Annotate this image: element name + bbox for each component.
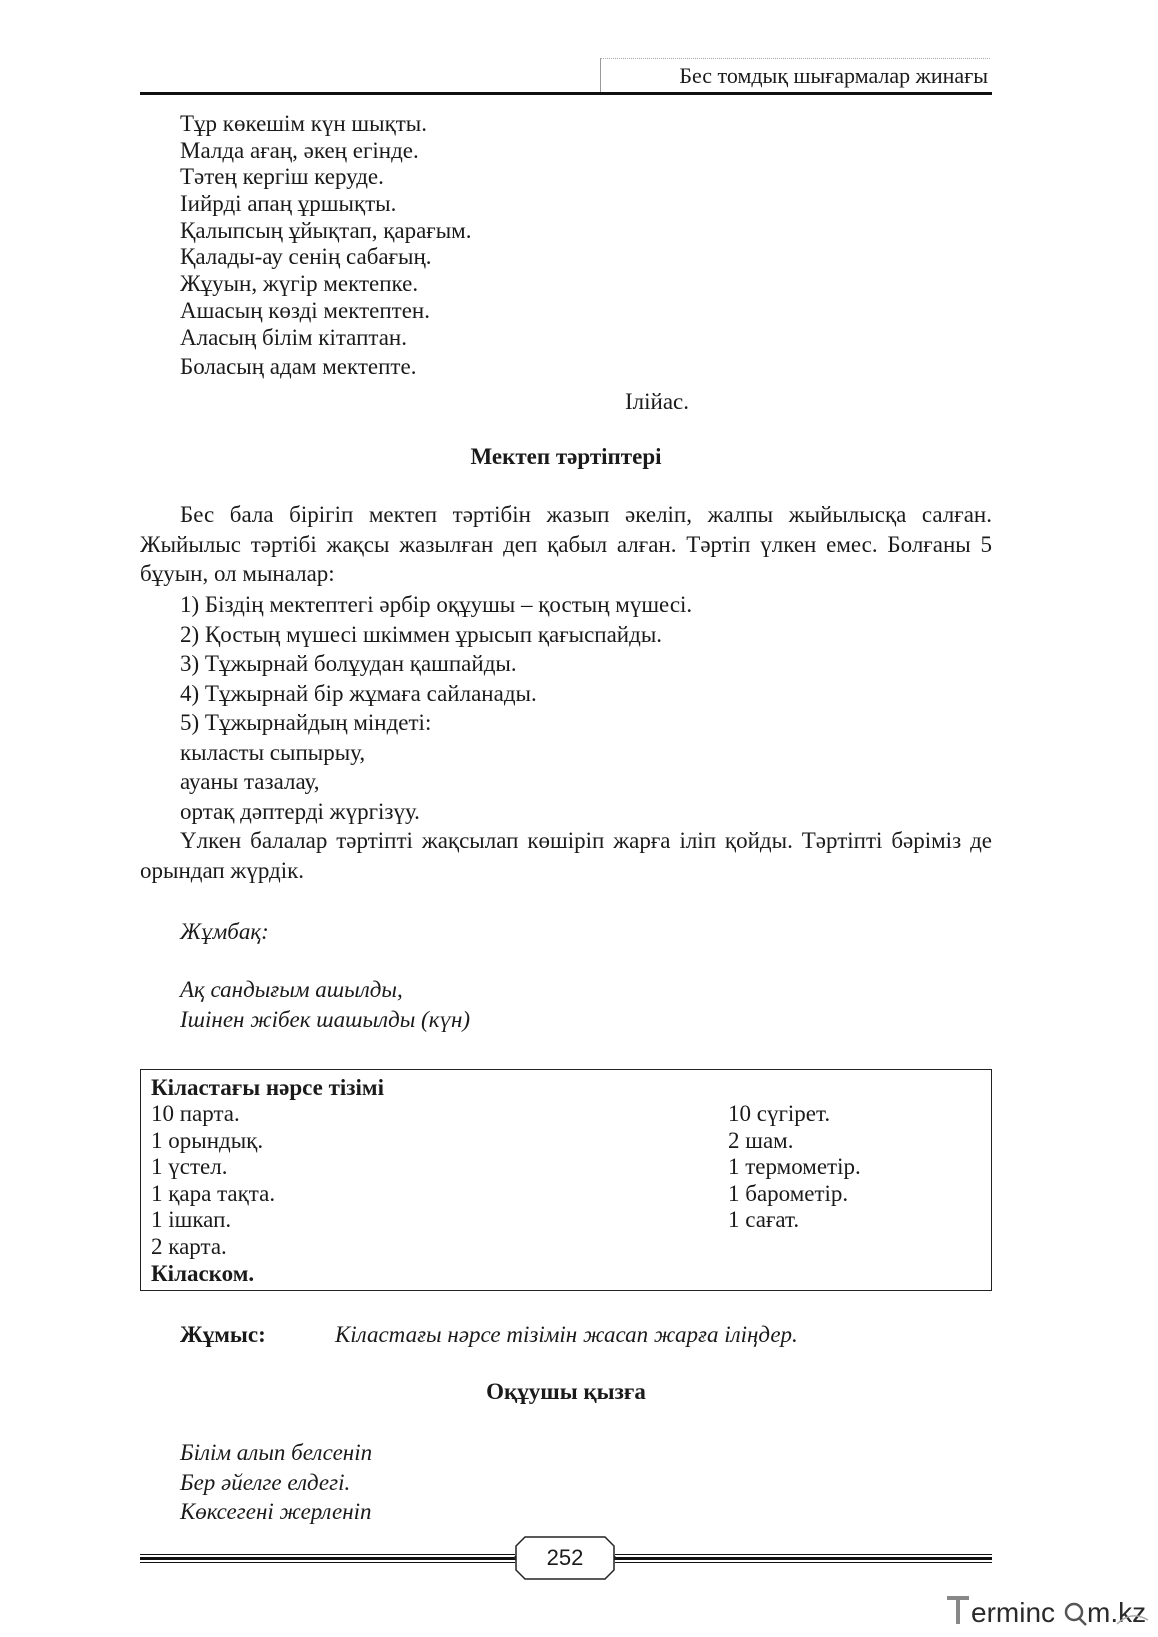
inventory-box — [140, 1069, 992, 1291]
section-heading-girl: Оқұушы қызға — [486, 1379, 646, 1404]
riddle-label: Жұмбақ: — [180, 919, 269, 944]
footer-rule-right — [615, 1554, 992, 1563]
list-item: ортақ дәптерді жүргізүу. — [180, 798, 420, 824]
rules-paragraph: Бес бала бірігіп мектеп тәртібін жазып әкеліп, жалпы жыйылысқа салған. Жыйылыс тәртібі жақсы жазылған деп қабыл алған. Тәртіп үлкен емес. Болғаны 5 бұуын, ол мыналар: — [140, 502, 992, 586]
inventory-item: 10 парта. — [151, 1101, 240, 1126]
riddle-line: Ақ сандығым ашылды, — [180, 977, 403, 1002]
poem-line: Іийрді апаң ұршықты. — [180, 191, 397, 217]
book-title: Бес томдық шығармалар жинағы — [600, 58, 990, 92]
poem — [180, 110, 471, 379]
poem-author: Ілійас. — [625, 389, 690, 414]
list-item: 1) Біздің мектептегі әрбір оқұушы – қостың мүшесі. — [180, 592, 693, 617]
inventory-item: 10 сүгірет. — [728, 1101, 831, 1126]
svg-text:m.kz: m.kz — [1087, 1597, 1147, 1628]
inventory-left-column — [151, 1101, 275, 1261]
header-rule — [140, 92, 992, 95]
footer-rule-left — [140, 1554, 515, 1563]
list-item: кыласты сыпырыу, — [180, 739, 366, 765]
list-item: 2) Қостың мүшесі шкіммен ұрысып қағыспайды. — [180, 621, 663, 647]
inventory-title: Кіластағы нәрсе тізімі — [151, 1075, 384, 1100]
list-item: 5) Тұжырнайдың міндеті: — [180, 710, 432, 735]
poem-line: Малда ағаң, әкең егінде. — [180, 137, 419, 163]
poem-line: Білім алып белсеніп — [180, 1440, 373, 1465]
task-label: Жұмыс: — [180, 1322, 266, 1347]
inventory-item: 1 барометір. — [728, 1180, 849, 1206]
poem-line: Жұуын, жүгір мектепке. — [180, 271, 419, 297]
list-item: ауаны тазалау, — [180, 769, 320, 794]
section-heading-rules: Мектеп тәртіптері — [470, 444, 662, 469]
inventory-footer: Кіласком. — [151, 1261, 255, 1286]
inventory-right-column — [728, 1101, 861, 1234]
page-number: 252 — [546, 1545, 584, 1570]
riddle-line: Ішінен жібек шашылды (күн) — [180, 1006, 471, 1032]
watermark-logo-icon — [945, 1590, 1150, 1630]
inventory-item: 1 сағат. — [728, 1207, 800, 1233]
inventory-item: 1 орындық. — [151, 1127, 264, 1153]
list-item: 3) Тұжырнай болұудан қашпайды. — [180, 651, 517, 676]
inventory-item: 2 карта. — [151, 1233, 227, 1259]
task-text: Кіластағы нәрсе тізімін жасап жарға іліңдер. — [335, 1322, 798, 1347]
poem-line: Аласың білім кітаптан. — [180, 324, 407, 350]
poem-line: Боласың адам мектепте. — [180, 353, 417, 379]
poem-line: Көксегені жерленіп — [180, 1499, 372, 1524]
poem-line: Тұр көкешім күн шықты. — [180, 111, 428, 136]
poem-line: Бер әйелге елдегі. — [180, 1469, 351, 1495]
poem-line: Ашасың көзді мектептен. — [180, 297, 430, 323]
inventory-item: 1 термометір. — [728, 1154, 861, 1180]
inventory-item: 1 ішкап. — [151, 1207, 232, 1233]
poem-line: Тәтең кергіш керуде. — [180, 164, 384, 190]
inventory-item: 1 үстел. — [151, 1154, 228, 1180]
inventory-item: 2 шам. — [728, 1127, 794, 1153]
riddle-text — [180, 976, 470, 1035]
rules-list — [180, 591, 692, 827]
rules-closing-paragraph: Үлкен балалар тәртіпті жақсылап көшіріп жарға іліп қойды. Тәртіпті бәріміз де орындап жүрдік. — [140, 828, 992, 883]
inventory-item: 1 қара тақта. — [151, 1180, 276, 1206]
svg-text:erminc: erminc — [971, 1597, 1056, 1628]
site-watermark-logo — [945, 1590, 1150, 1630]
poem-line: Қалыпсың ұйықтап, қарағым. — [180, 217, 472, 243]
list-item: 4) Тұжырнай бір жұмаға сайланады. — [180, 680, 537, 706]
page-number-frame — [513, 1535, 617, 1581]
poem-line: Қалады-ау сенің сабағың. — [180, 244, 432, 270]
poem-girl — [180, 1439, 372, 1528]
